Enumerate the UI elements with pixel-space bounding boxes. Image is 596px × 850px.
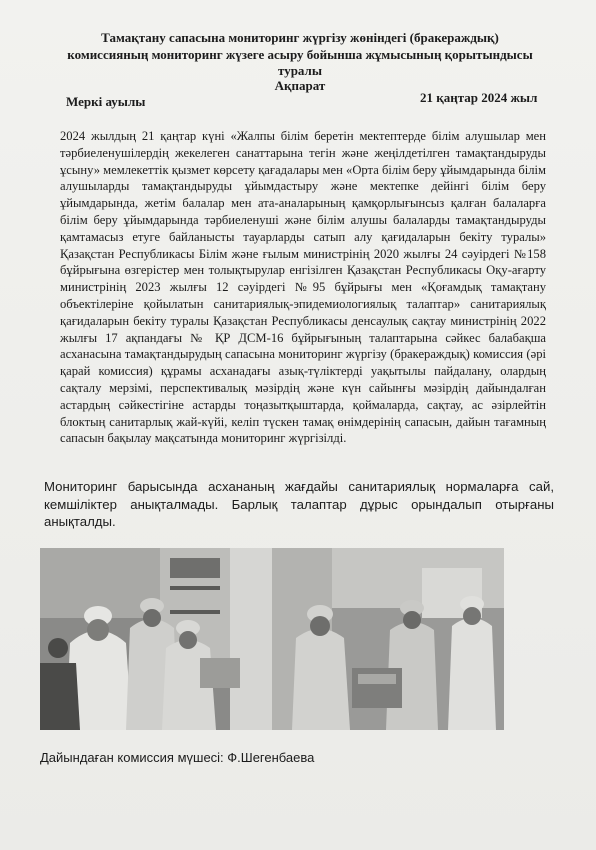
inspection-photo-left	[40, 548, 272, 730]
document-date: 21 қаңтар 2024 жыл	[420, 90, 538, 105]
document-place: Меркі ауылы	[66, 94, 146, 109]
document-title-line2: комиссияның мониторинг жүзеге асыру бойынша жұмысының қорытындысы	[67, 47, 533, 62]
document-type-heading: Ақпарат	[274, 78, 326, 93]
summary-paragraph: Мониторинг барысында асхананың жағдайы санитариялық нормаларға сай, кемшіліктер анықталмады. Барлық талаптар дұрыс орындалып отырғаны анықталды.	[44, 479, 554, 529]
document-title-line3: туралы	[277, 63, 322, 78]
inspection-photo-right	[272, 548, 504, 730]
document-title-line1: Тамақтану сапасына мониторинг жүргізу жөніндегі (бракераждық)	[101, 30, 499, 45]
prepared-by-signature: Дайындаған комиссия мүшесі: Ф.Шегенбаева	[40, 750, 315, 765]
main-paragraph-text: 2024 жылдың 21 қаңтар күні «Жалпы білім беретін мектептерде білім алушылар мен тәрбиеленушілердің жекелеген санаттарына тегін және жеңілдетілген тамақтандыруды ұсыну» мемлекеттік қызмет көрсету қағадалары мен «Орта білім беру ұйымдарында білім алушыларды тамақтандыруды ұйымдастыру және мектепке дейінгі білім беру ұйымдарында, жетім балалар мен ата-аналарының қамқорлығынсыз қалған балаларға білім беру ұйымдарында тәрбиеленуші және білім алушы балаларды тамақтандыруды қамтамасыз етуге байланысты тауарларды сатып алу қағидаларын бекіту туралы» Қазақстан Республикасы Білім және ғылым министрінің 2020 жылғы 24 сәуірдегі №158 бұйрығына өзгерістер мен толықтырулар енгізілген Қазақстан Республикасы Оқу-ағарту министрінің 2023 жылғы 12 сәуірдегі №95 бұйрығы мен «Қоғамдық тамақтану объектілеріне қойылатын санитариялық-эпидемиологиялық талаптар» санитариялық қағидаларын бекіту туралы Қазақстан Республикасы денсаулық сақтау министрінің 2022 жылғы 17 ақпандағы № ҚР ДСМ-16 бұйрығының талаптарына сәйкес балабақша асханасына тамақтандырудың сапасына мониторинг жүргізу (бракераждық) комиссия (әрі қарай комиссия) құрамы асханадағы азық-түліктерді уақытылы пайдалану, олардың сақталу мерзімі, перспективалық мәзірдің және күн сайынғы мәзірдің дайындалған астардың сәйкестігіне астарды тоңазытқыштарда, қоймаларда, сақтау, ас әзірлейтін блоктың санитарлық жай-күйі, келіп түскен тамақ өнімдерінің сапасын, дайын тағамның сапасын бақылау мақсатында мониторинг жүргізілді.	[60, 129, 546, 446]
main-paragraph	[60, 128, 546, 447]
